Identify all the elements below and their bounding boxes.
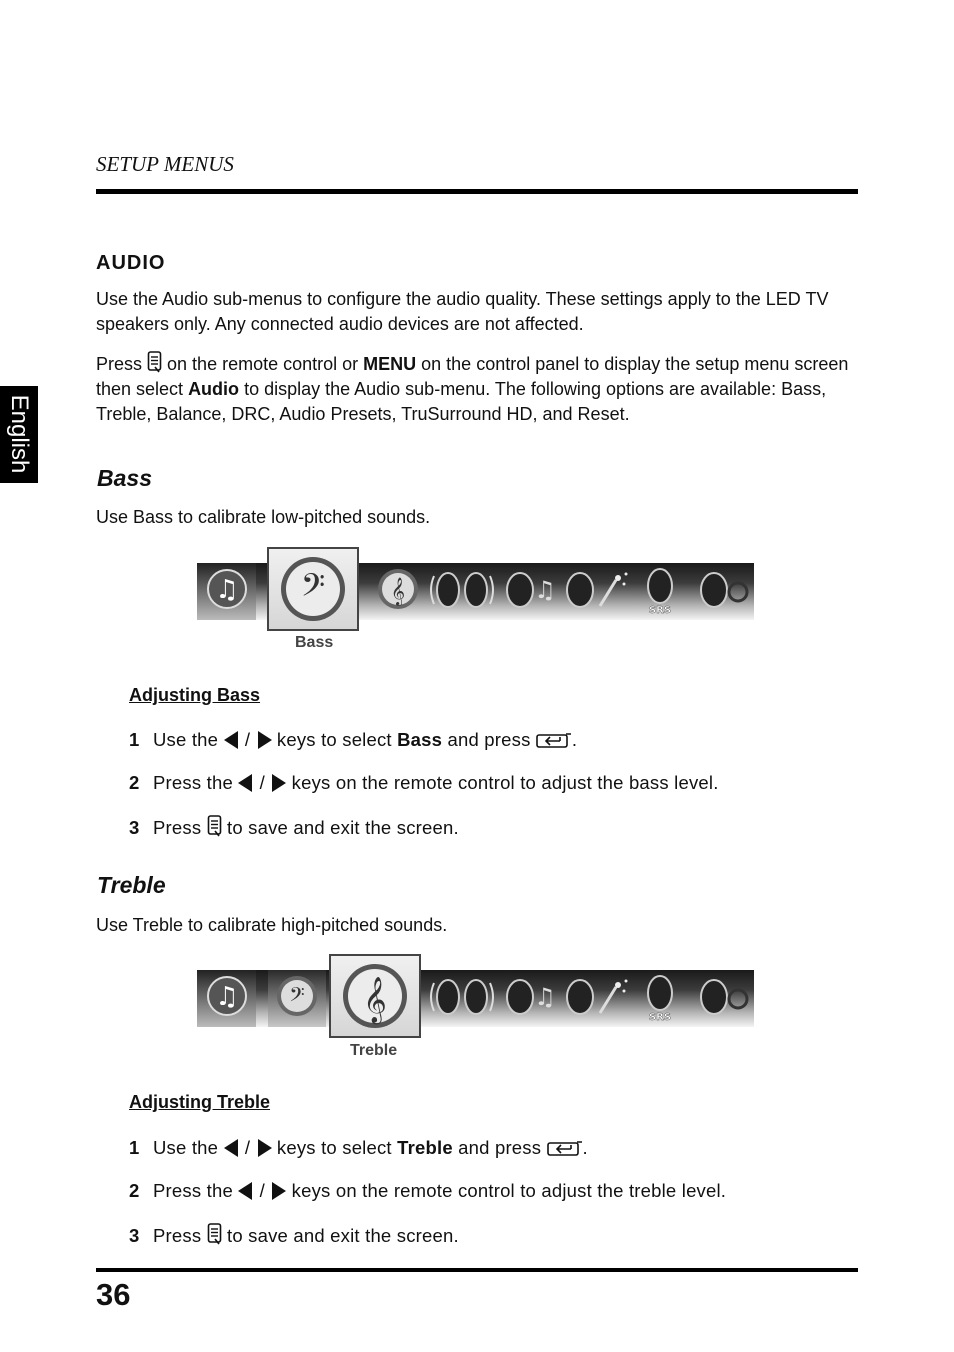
treble-clef-icon (340, 961, 410, 1031)
left-arrow-icon (224, 1139, 240, 1157)
drc-icon (500, 975, 558, 1019)
left-arrow-icon (238, 1182, 254, 1200)
bass-step-3: 3 Press to save and exit the screen. (129, 817, 459, 838)
page-number: 36 (96, 1277, 131, 1312)
bass-clef-icon (275, 974, 319, 1018)
left-arrow-icon (224, 731, 240, 749)
svg-text:♫: ♫ (534, 983, 556, 1011)
bass-description: Use Bass to calibrate low-pitched sounds. (96, 507, 431, 527)
trusurround-icon (640, 566, 680, 616)
treble-step-2: 2 Press the / keys on the remote control to adjust the treble level. (129, 1180, 727, 1201)
adjusting-bass-heading: Adjusting Bass (129, 685, 261, 705)
svg-text:SRS: SRS (648, 1012, 672, 1023)
balance-icon (428, 568, 496, 612)
bass-step-2: 2 Press the / keys on the remote control to adjust the bass level. (129, 772, 719, 793)
reset-icon (694, 568, 752, 612)
svg-text:♫: ♫ (215, 575, 239, 605)
treble-step-3: 3 Press to save and exit the screen. (129, 1225, 459, 1246)
svg-text:♫: ♫ (534, 576, 556, 604)
music-note-icon (205, 567, 249, 611)
menu-button-icon (147, 351, 162, 373)
running-header: SETUP MENUS (96, 152, 234, 176)
treble-step-1: 1 Use the / keys to select Treble and press . (129, 1137, 588, 1158)
drc-icon (500, 568, 558, 612)
adjusting-treble-heading: Adjusting Treble (129, 1092, 271, 1112)
svg-text:𝄞: 𝄞 (363, 977, 387, 1023)
right-arrow-icon (270, 1182, 286, 1200)
audio-instructions: Press on the remote control or MENU on the control panel to display the setup menu screen then select Audio to display the Audio sub-menu. The following options are available: Bass, Treble, Balance, DRC, Audio Presets, TruSurround HD, and Reset. (96, 351, 866, 427)
language-label: English (6, 394, 33, 474)
svg-text:♫: ♫ (215, 982, 239, 1012)
header-rule (96, 189, 858, 194)
audio-presets-icon (560, 975, 632, 1019)
svg-text:SRS: SRS (648, 605, 672, 616)
audio-intro: Use the Audio sub-menus to configure the audio quality. These settings apply to the LED TV speakers only. Any connected audio devices are not affected. (96, 289, 829, 334)
bass-heading: Bass (97, 465, 152, 491)
balance-icon (428, 975, 496, 1019)
treble-clef-icon (376, 567, 420, 611)
audio-heading: AUDIO (96, 252, 166, 274)
svg-text:𝄢: 𝄢 (289, 983, 305, 1011)
enter-button-icon (536, 731, 572, 749)
bass-clef-icon (278, 554, 348, 624)
right-arrow-icon (256, 1139, 272, 1157)
music-note-icon (205, 974, 249, 1018)
right-arrow-icon (270, 774, 286, 792)
treble-description: Use Treble to calibrate high-pitched sounds. (96, 915, 448, 935)
svg-text:𝄢: 𝄢 (300, 567, 326, 611)
treble-heading: Treble (97, 872, 166, 898)
audio-presets-icon (560, 568, 632, 612)
menu-button-icon (207, 815, 222, 837)
trusurround-icon (640, 973, 680, 1023)
treble-menu-label: Treble (350, 1042, 398, 1059)
reset-icon (694, 975, 752, 1019)
footer-rule (96, 1268, 858, 1272)
left-arrow-icon (238, 774, 254, 792)
enter-button-icon (547, 1139, 583, 1157)
bass-menu-label: Bass (295, 634, 334, 651)
menu-button-icon (207, 1223, 222, 1245)
bass-step-1: 1 Use the / keys to select Bass and press . (129, 729, 578, 750)
svg-text:𝄞: 𝄞 (390, 577, 406, 605)
right-arrow-icon (256, 731, 272, 749)
